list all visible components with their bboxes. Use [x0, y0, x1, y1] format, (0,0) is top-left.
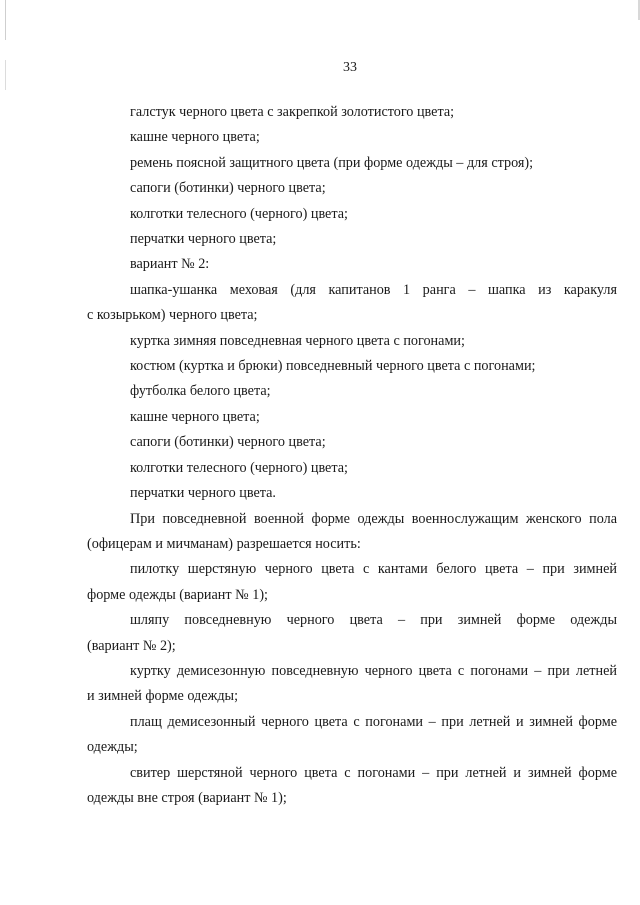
- paragraph: [87, 329, 617, 354]
- paragraph-line: пилотку шерстяную черного цвета с кантами белого цвета – при зимней: [130, 561, 617, 578]
- paragraph: [87, 354, 617, 379]
- paragraph: [87, 659, 617, 710]
- paragraph-line: ремень поясной защитного цвета (при форме одежды – для строя);: [130, 154, 534, 171]
- paragraph: [87, 100, 617, 125]
- paragraph-line: сапоги (ботинки) черного цвета;: [130, 180, 326, 197]
- paragraph-line: футболка белого цвета;: [130, 383, 271, 400]
- paragraph: [87, 430, 617, 455]
- paragraph-line: галстук черного цвета с закрепкой золотистого цвета;: [130, 104, 455, 120]
- paragraph: [87, 379, 617, 404]
- document-body: [87, 100, 617, 811]
- paragraph: [87, 252, 617, 277]
- paragraph-line: перчатки черного цвета;: [130, 231, 277, 248]
- paragraph-line: и зимней форме одежды;: [87, 688, 239, 705]
- paragraph-line: костюм (куртка и брюки) повседневный черного цвета с погонами;: [130, 358, 536, 375]
- paragraph-line: форме одежды (вариант № 1);: [87, 586, 268, 603]
- paragraph-line: плащ демисезонный черного цвета с погонами – при летней и зимней форме: [130, 713, 617, 730]
- paragraph-line: колготки телесного (черного) цвета;: [130, 205, 348, 222]
- paragraph: [87, 557, 617, 608]
- paragraph-line: шляпу повседневную черного цвета – при зимней форме одежды: [130, 612, 617, 629]
- paragraph-line: кашне черного цвета;: [130, 408, 260, 425]
- paragraph: [87, 202, 617, 227]
- scan-edge-mark: [5, 0, 6, 40]
- paragraph: [87, 151, 617, 176]
- paragraph-line: кашне черного цвета;: [130, 129, 260, 146]
- scan-edge-mark: [5, 60, 6, 90]
- paragraph-line: с козырьком) черного цвета;: [87, 307, 258, 324]
- paragraph: [87, 761, 617, 812]
- paragraph: [87, 227, 617, 252]
- paragraph: [87, 405, 617, 430]
- paragraph-line: перчатки черного цвета.: [130, 485, 276, 502]
- paragraph-line: свитер шерстяной черного цвета с погонами – при летней и зимней форме: [130, 764, 617, 781]
- paragraph: [87, 481, 617, 506]
- paragraph: [87, 125, 617, 150]
- paragraph: [87, 507, 617, 558]
- paragraph-line: вариант № 2:: [130, 256, 210, 273]
- paragraph: [87, 278, 617, 329]
- paragraph: [87, 710, 617, 761]
- page-number: 33: [343, 60, 357, 75]
- paragraph: [87, 456, 617, 481]
- paragraph-line: сапоги (ботинки) черного цвета;: [130, 434, 326, 451]
- paragraph-line: куртку демисезонную повседневную черного цвета с погонами – при летней: [130, 662, 617, 679]
- paragraph-line: колготки телесного (черного) цвета;: [130, 459, 348, 476]
- paragraph: [87, 176, 617, 201]
- paragraph-line: одежды;: [87, 739, 138, 756]
- paragraph: [87, 608, 617, 659]
- paragraph-line: (вариант № 2);: [87, 637, 176, 654]
- paragraph-line: одежды вне строя (вариант № 1);: [87, 789, 287, 806]
- paragraph-line: (офицерам и мичманам) разрешается носить:: [87, 535, 361, 552]
- paragraph-line: шапка-ушанка меховая (для капитанов 1 ранга – шапка из каракуля: [130, 281, 617, 298]
- paragraph-line: куртка зимняя повседневная черного цвета с погонами;: [130, 332, 465, 349]
- paragraph-line: При повседневной военной форме одежды военнослужащим женского пола: [130, 510, 617, 527]
